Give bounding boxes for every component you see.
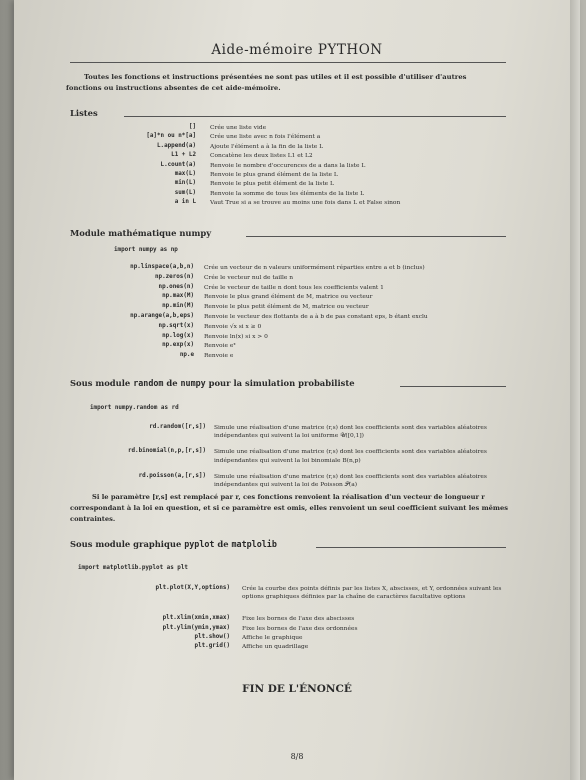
function-description: Crée une liste avec n fois l'élément a [210,134,321,141]
function-description: Renvoie le plus petit élément de M, matrice ou vecteur [204,304,369,311]
pyplot-import: import matplotlib.pyplot as plt [78,565,188,571]
pyplot-heading-part: Sous module graphique [70,539,185,549]
function-description: Crée une liste vide [210,125,267,131]
function-description: Fixe les bornes de l'axe des abscisses [242,616,355,623]
function-name: min(L) [174,180,196,187]
pyplot-heading-package: matplolib [231,539,277,549]
section-listes-heading: Listes [70,108,98,118]
section-rule [400,386,506,387]
function-name: np.ones(n) [158,283,194,290]
function-description: Renvoie le plus grand élément de M, matrice ou vecteur [204,294,373,301]
function-name: [] [188,124,196,130]
function-name: np.arange(a,b,eps) [130,313,194,319]
function-description: Renvoie e [204,353,234,360]
function-name: rd.random([r,s]) [149,424,206,430]
function-name: rd.binomial(n,p,[r,s]) [127,448,206,455]
pyplot-heading-part: de [214,539,232,549]
function-description: Renvoie le plus petit élément de la liste L [210,181,334,188]
function-name: plt.xlim(xmin,xmax) [162,615,230,622]
function-name: plt.show() [194,634,230,640]
function-name: np.e [179,352,194,359]
function-name: max(L) [174,171,196,177]
page-title: Aide-mémoire PYTHON [211,42,383,58]
function-description: Renvoie √x si x ≥ 0 [204,323,262,330]
function-name: plt.grid() [194,643,230,650]
random-heading-part: pour la simulation probabiliste [205,378,355,388]
random-note: Si le paramètre [r,s] est remplacé par r, ces fonctions renvoient la réalisation d'un vecteur de longueur r correspondant à la loi en question, et si ce paramètre est omis, elles renvoient un seul coefficient suivant les mêmes contraintes. [70,493,509,523]
section-random-heading [70,378,355,388]
end-of-statement: FIN DE L'ÉNONCÉ [242,683,352,695]
function-description: Crée un vecteur de n valeurs uniformément réparties entre a et b (inclus) [204,265,425,271]
section-rule [124,116,506,117]
function-name: np.linspace(a,b,n) [130,264,194,270]
function-name: np.max(M) [162,293,194,300]
function-name: np.min(M) [162,303,194,310]
function-description: Simule une réalisation d'une matrice (r,s) dont les coefficients sont des variables aléatoires indépendantes qui suivent la loi binomiale B(n,p) [214,449,487,464]
section-pyplot-heading [70,539,277,549]
random-heading-package: numpy [180,378,206,388]
function-description: Affiche le graphique [242,635,303,641]
function-description: Renvoie le nombre d'occurences de a dans la liste L [210,162,366,169]
document-page [14,0,580,780]
function-name: plt.plot(X,Y,options) [155,585,230,591]
function-description: Concatène les deux listes L1 et L2 [210,153,313,160]
section-numpy-heading [70,228,211,238]
function-description: Crée le vecteur de taille n dont tous les coefficients valent 1 [204,284,384,291]
function-name: a in L [174,199,196,206]
function-description: Vaut True si a se trouve au moins une fois dans L et False sinon [210,200,401,207]
function-name: [a]*n ou n*[a] [146,133,196,140]
function-description: Renvoie la somme de tous les éléments de la liste L [210,190,365,197]
function-name: np.log(x) [162,332,194,339]
function-name: np.exp(x) [162,342,194,349]
function-description: Affiche un quadrillage [242,644,309,651]
section-rule [316,547,506,548]
function-description: Fixe les bornes de l'axe des ordonnées [242,625,358,632]
random-heading-module: random [133,378,164,388]
random-heading-part: Sous module [70,378,134,388]
function-name: plt.ylim(ymin,ymax) [162,624,230,631]
function-description: Simule une réalisation d'une matrice (r,s) dont les coefficients sont des variables aléatoires indépendantes qui suivent la loi de Poisson 𝒫(a) [214,473,487,488]
random-heading-part: de [163,378,181,388]
function-description: Simule une réalisation d'une matrice (r,s) dont les coefficients sont des variables aléatoires indépendantes qui suivent la loi uniforme 𝒰([0,1]) [214,425,487,440]
function-description: Crée la courbe des points définis par les listes X, abscisses, et Y, ordonnées suivant les options graphiques définies par la chaîne de caractères facultative options [242,586,502,601]
page-edge [570,0,580,780]
function-name: L1 + L2 [171,152,196,159]
section-rule [246,236,506,237]
function-description: Renvoie le vecteur des flottants de a à b de pas constant eps, b étant exclu [204,314,428,320]
function-name: rd.poisson(a,[r,s]) [138,472,206,479]
function-name: L.count(a) [160,161,196,168]
function-name: L.append(a) [156,142,196,149]
function-description: Renvoie le plus grand élément de la liste L [210,172,338,178]
numpy-heading-text: Module mathématique numpy [70,228,212,238]
random-import: import numpy.random as rd [90,405,179,411]
intro-paragraph: Toutes les fonctions et instructions présentées ne sont pas utiles et il est possible d'utiliser d'autres fonctions ou instructions absentes de cet aide-mémoire. [66,73,467,92]
function-name: np.zeros(n) [154,273,194,280]
function-description: Renvoie eˣ [204,343,236,350]
page-number: 8/8 [290,752,304,761]
numpy-import: import numpy as np [114,247,178,253]
title-rule [70,62,506,63]
function-description: Renvoie ln(x) si x > 0 [204,333,268,340]
pyplot-heading-module: pyplot [184,539,215,549]
function-description: Crée le vecteur nul de taille n [204,274,294,281]
function-name: np.sqrt(x) [158,322,194,329]
function-name: sum(L) [174,189,196,196]
function-description: Ajoute l'élément a à la fin de la liste L [210,143,324,150]
